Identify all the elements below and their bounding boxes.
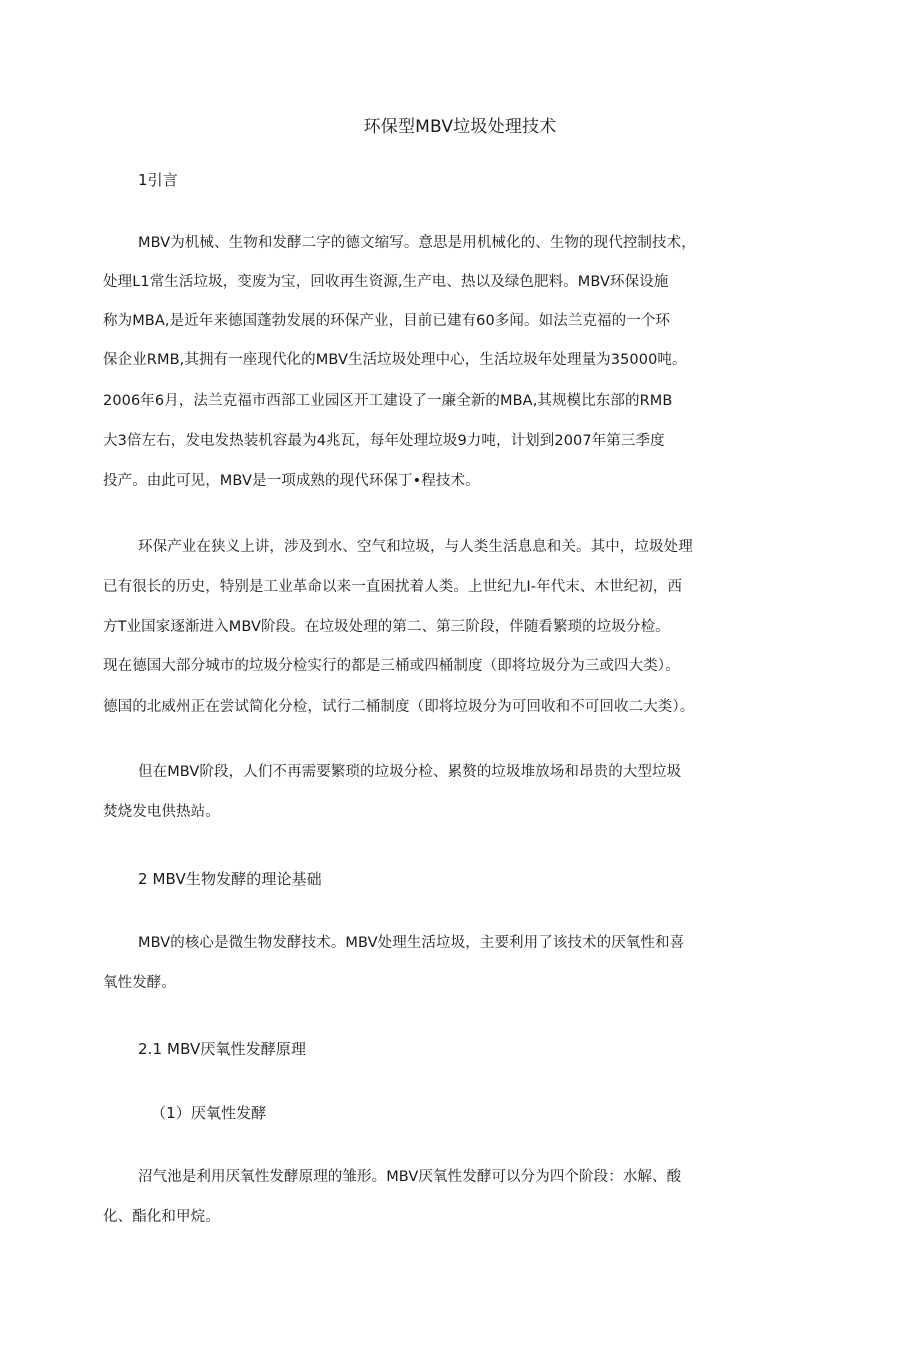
paragraph-line: 焚烧发电供热站。	[103, 804, 220, 820]
paragraph-line: 2006年6月，法兰克福市西部工业园区开工建设了一廉全新的MBA,其规模比东部的RMB	[103, 393, 673, 409]
paragraph-line: 但在MBV阶段，人们不再需要繁琐的垃圾分检、累赘的垃圾堆放场和昂贵的大型垃圾	[138, 764, 682, 780]
subsection-heading-1: （1）厌氧性发酵	[151, 1104, 267, 1122]
paragraph-line: 环保产业在狭义上讲，涉及到水、空气和垃圾，与人类生活息息和关。其中，垃圾处理	[138, 539, 693, 555]
paragraph-line: MBV为机械、生物和发酵二字的德文缩写。意思是用机械化的、生物的现代控制技术，	[138, 235, 696, 251]
paragraph-line: 称为MBA,是近年来德国蓬勃发展的环保产业，目前已建有60多闻。如法兰克福的一个环	[103, 313, 671, 329]
section-heading-2-1: 2.1 MBV厌氧性发酵原理	[138, 1040, 307, 1058]
paragraph-line: 沼气池是利用厌氧性发酵原理的雏形。MBV厌氧性发酵可以分为四个阶段：水解、酸	[138, 1169, 682, 1185]
paragraph-line: 处理L1常生活垃圾，变废为宝，回收再生资源,生产电、热以及绿色肥料。MBV环保设施	[103, 274, 669, 290]
section-heading-2: 2 MBV生物发酵的理论基础	[138, 870, 322, 888]
paragraph-line: MBV的核心是微生物发酵技术。MBV处理生活垃圾，主要利用了该技术的厌氧性和喜	[138, 935, 685, 951]
paragraph-line: 方T业国家逐渐进入MBV阶段。在垃圾处理的第二、第三阶段，伴随看繁琐的垃圾分检。	[103, 619, 670, 635]
paragraph-line: 氧性发酵。	[103, 975, 176, 991]
document-title: 环保型MBV垃圾处理技术	[363, 117, 557, 137]
paragraph-line: 大3倍左右，发电发热装机容最为4兆瓦，每年处理垃圾9力吨，计划到2007年第三季度	[103, 433, 665, 449]
paragraph-line: 化、酯化和甲烷。	[103, 1209, 220, 1225]
section-heading-intro: 1引言	[138, 171, 178, 189]
paragraph-line: 投产。由此可见，MBV是一项成熟的现代环保丁•程技术。	[103, 473, 480, 489]
paragraph-line: 德国的北威州正在尝试简化分检，试行二桶制度（即将垃圾分为可回收和不可回收二大类）。	[103, 699, 695, 715]
paragraph-line: 已有很长的历史，特别是工业革命以来一直困扰着人类。上世纪九I-年代末、木世纪初，西	[103, 579, 683, 595]
paragraph-line: 现在德国大部分城市的垃圾分检实行的都是三桶或四桶制度（即将垃圾分为三或四大类）。	[103, 658, 680, 674]
paragraph-line: 保企业RMB,其拥有一座现代化的MBV生活垃圾处理中心，生活垃圾年处理量为35000吨。	[103, 352, 687, 368]
